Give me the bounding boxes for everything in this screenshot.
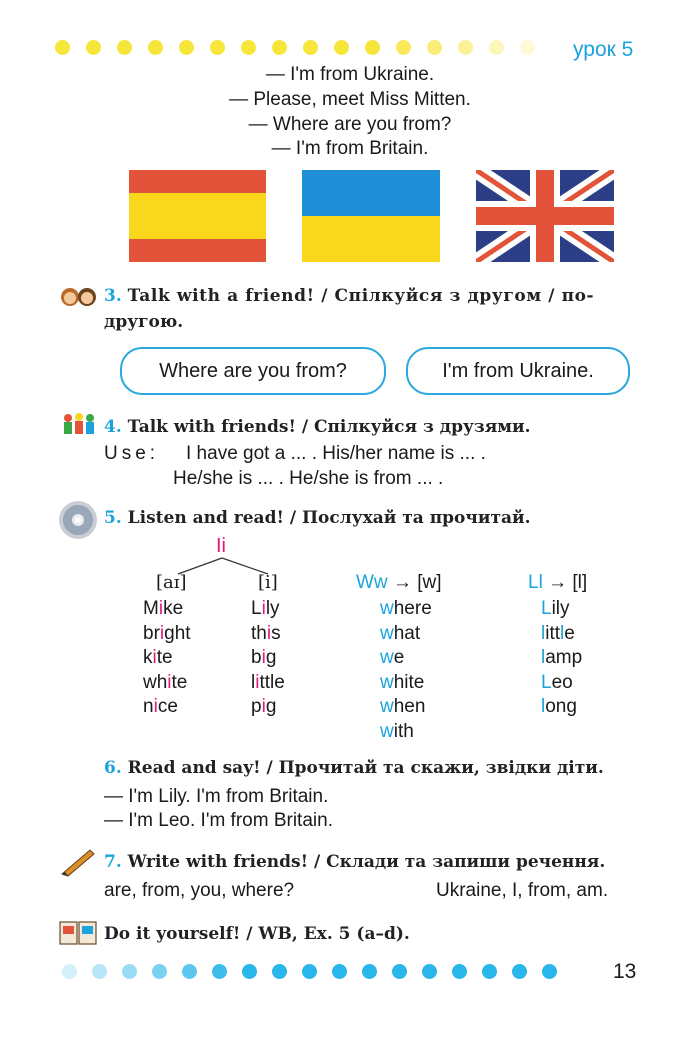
decor-dot (86, 40, 101, 55)
decor-dot (452, 964, 467, 979)
speech-bubble: Where are you from? (120, 347, 386, 395)
phonetic-w: → [w] (392, 572, 442, 593)
britain-flag (476, 170, 614, 262)
speech-bubble: I'm from Ukraine. (406, 347, 630, 395)
exercise-title: Talk with friends! / Спілкуйся з друзями. (127, 417, 531, 437)
decor-dot (427, 40, 442, 55)
use-label: Use: (104, 443, 160, 464)
word: bright (143, 622, 191, 644)
footer-dots (62, 964, 572, 979)
word-column-w (380, 597, 432, 744)
word: lamp (541, 647, 583, 668)
word: we (380, 647, 405, 668)
exercise-title: Listen and read! / Послухай та прочитай. (127, 508, 531, 528)
phonetic-i: [i] (258, 572, 278, 593)
use-line: He/she is ... . He/she is from ... . (173, 468, 444, 489)
word: where (380, 598, 432, 619)
word: what (380, 622, 421, 644)
decor-dot (365, 40, 380, 55)
decor-dot (272, 964, 287, 979)
decor-dot (62, 964, 77, 979)
exercise-title: Talk with a friend! / Спілкуйся з другом / по- (127, 286, 595, 306)
letter-ii: Ii (216, 535, 226, 557)
word: Mike (143, 598, 184, 619)
letter-ww: Ww (356, 572, 388, 593)
word: kite (143, 647, 173, 668)
decor-dot (212, 964, 227, 979)
word: little (251, 671, 285, 693)
decor-dot (332, 964, 347, 979)
decor-dot (272, 40, 287, 55)
decor-dot (542, 964, 557, 979)
exercise-title: Write with friends! / Склади та запиши речення. (127, 852, 606, 872)
use-line: I have got a ... . His/her name is ... . (186, 443, 486, 464)
decor-dot (242, 964, 257, 979)
pencil-icon (58, 848, 98, 878)
decor-dot (334, 40, 349, 55)
ukraine-flag (302, 170, 440, 262)
exercise-4-title (104, 417, 531, 437)
word: big (251, 647, 277, 668)
exercise-number: 6. (104, 758, 122, 778)
word: with (380, 720, 414, 742)
word: Lily (541, 598, 570, 619)
decor-dot (392, 964, 407, 979)
dialog-line: — Where are you from? (248, 114, 452, 135)
exercise-number: 7. (104, 852, 122, 872)
decor-dot (362, 964, 377, 979)
exercise-7-title (104, 852, 605, 872)
decor-dot (302, 964, 317, 979)
decor-dot (117, 40, 132, 55)
word-column-ai (143, 597, 191, 720)
exercise-number: 3. (104, 286, 122, 306)
word: pig (251, 696, 277, 717)
exercise-5-title (104, 508, 531, 528)
decor-dot (182, 964, 197, 979)
word: Leo (541, 671, 573, 693)
word-column-l (541, 597, 582, 720)
word: white (143, 671, 188, 693)
decor-dot (179, 40, 194, 55)
page-number: 13 (613, 960, 637, 983)
decor-dot (396, 40, 411, 55)
workbook-icon (58, 918, 98, 946)
exercise-title: Read and say! / Прочитай та скажи, звідки діти. (127, 758, 604, 778)
phonetic-ai: [aɪ] (156, 572, 187, 593)
word: when (380, 696, 426, 717)
decor-dot (148, 40, 163, 55)
spain-flag (129, 170, 266, 262)
header-dots (55, 40, 551, 55)
friends-talk-icon (60, 285, 98, 309)
dialog-line: — I'm from Ukraine. (265, 64, 435, 85)
phonetic-l: → [l] (548, 572, 588, 593)
word-column-i (251, 597, 285, 720)
header-ll (528, 572, 587, 594)
letter-ll: Ll (528, 572, 543, 593)
decor-dot (512, 964, 527, 979)
word: Lily (251, 598, 280, 619)
exercise-number: 4. (104, 417, 122, 437)
word: white (380, 671, 425, 693)
dialog-line: — I'm from Britain. (271, 138, 429, 159)
do-it-yourself: Do it yourself! / WB, Ex. 5 (a–d). (104, 924, 410, 944)
cd-icon (58, 500, 98, 540)
decor-dot (210, 40, 225, 55)
header-ww (356, 572, 442, 594)
word-set-left: are, from, you, where? (104, 880, 295, 901)
word: long (541, 696, 577, 717)
decor-dot (55, 40, 70, 55)
decor-dot (303, 40, 318, 55)
decor-dot (458, 40, 473, 55)
exercise-number: 5. (104, 508, 122, 528)
dialog-line: — I'm Leo. I'm from Britain. (104, 810, 333, 831)
decor-dot (422, 964, 437, 979)
decor-dot (122, 964, 137, 979)
dialog-line: — Please, meet Miss Mitten. (229, 89, 471, 110)
decor-dot (489, 40, 504, 55)
decor-dot (241, 40, 256, 55)
word: this (251, 622, 281, 644)
lesson-label: урок 5 (573, 38, 634, 61)
exercise-3-title-cont: другою. (104, 312, 184, 332)
dialog-line: — I'm Lily. I'm from Britain. (104, 786, 329, 807)
word: little (541, 622, 575, 644)
word: nice (143, 696, 178, 717)
exercise-6-title (104, 758, 604, 778)
decor-dot (520, 40, 535, 55)
decor-dot (152, 964, 167, 979)
decor-dot (92, 964, 107, 979)
group-friends-icon (60, 412, 98, 438)
exercise-3-title (104, 286, 594, 306)
word-set-right: Ukraine, I, from, am. (436, 880, 609, 901)
decor-dot (482, 964, 497, 979)
